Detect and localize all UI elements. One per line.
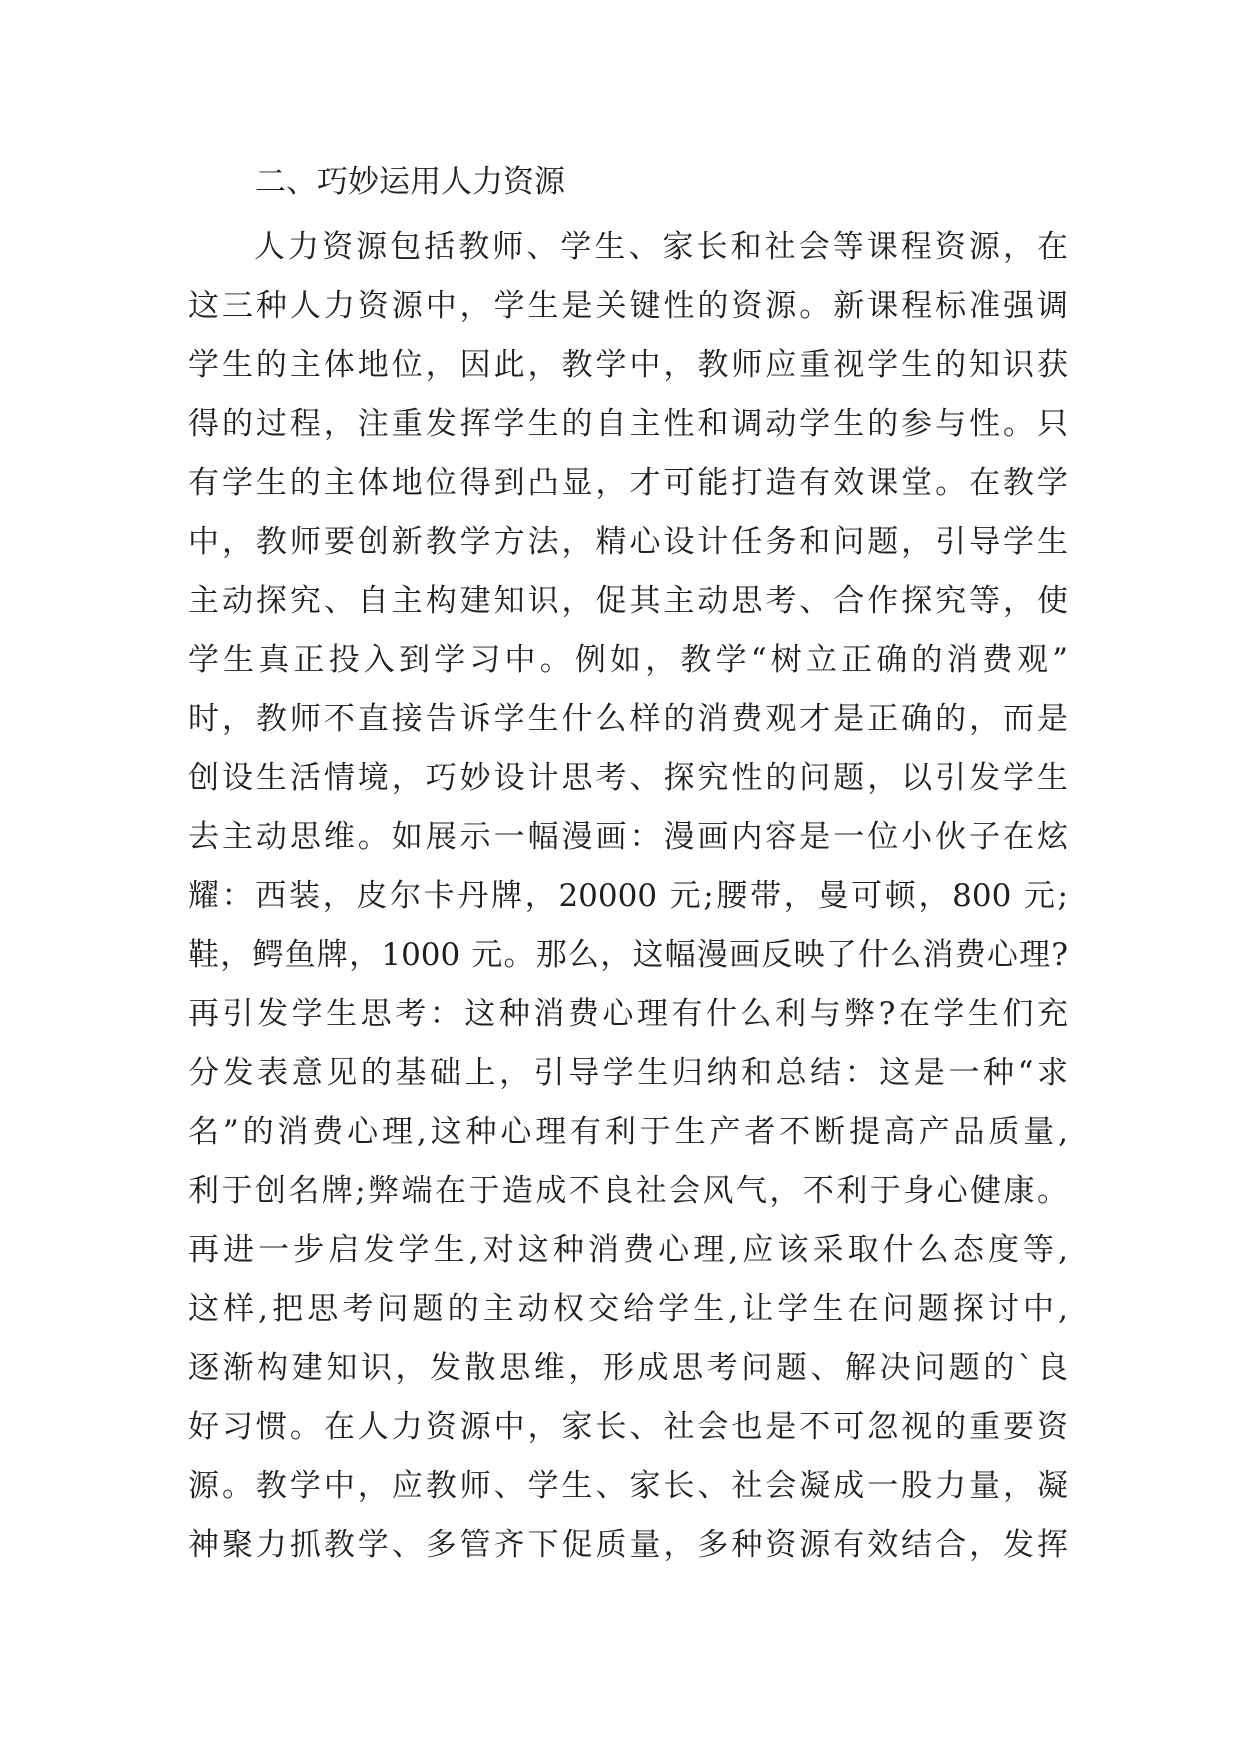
text-line: 鞋，鳄鱼牌，1000 元。那么，这幅漫画反映了什么消费心理? [188, 937, 1068, 973]
text-line: 这样,把思考问题的主动权交给学生,让学生在问题探讨中, [188, 1291, 1068, 1327]
text-line: 耀：西装，皮尔卡丹牌，20000 元;腰带，曼可顿，800 元; [188, 878, 1068, 914]
text-line: 这三种人力资源中，学生是关键性的资源。新课程标准强调 [188, 288, 1068, 324]
text-line: 中，教师要创新教学方法，精心设计任务和问题，引导学生 [188, 524, 1068, 560]
body-paragraph [188, 218, 1068, 1575]
text-line: 利于创名牌;弊端在于造成不良社会风气，不利于身心健康。 [188, 1173, 1068, 1209]
text-line: 分发表意见的基础上，引导学生归纳和总结：这是一种“求 [188, 1055, 1068, 1091]
text-line: 有学生的主体地位得到凸显，才可能打造有效课堂。在教学 [188, 465, 1068, 501]
text-line: 人力资源包括教师、学生、家长和社会等课程资源，在 [254, 229, 1068, 265]
section-heading: 二、巧妙运用人力资源 [255, 164, 565, 200]
text-line: 学生的主体地位，因此，教学中，教师应重视学生的知识获 [188, 347, 1068, 383]
text-line: 再引发学生思考：这种消费心理有什么利与弊?在学生们充 [188, 996, 1068, 1032]
text-line: 去主动思维。如展示一幅漫画：漫画内容是一位小伙子在炫 [188, 819, 1068, 855]
text-line: 逐渐构建知识，发散思维，形成思考问题、解决问题的`良 [188, 1350, 1068, 1386]
text-line: 神聚力抓教学、多管齐下促质量，多种资源有效结合，发挥 [188, 1527, 1068, 1563]
text-line: 时，教师不直接告诉学生什么样的消费观才是正确的，而是 [188, 701, 1068, 737]
text-line: 主动探究、自主构建知识，促其主动思考、合作探究等，使 [188, 583, 1068, 619]
text-line: 创设生活情境，巧妙设计思考、探究性的问题，以引发学生 [188, 760, 1068, 796]
text-line: 再进一步启发学生,对这种消费心理,应该采取什么态度等, [188, 1232, 1068, 1268]
text-line: 源。教学中，应教师、学生、家长、社会凝成一股力量，凝 [188, 1468, 1068, 1504]
text-line: 得的过程，注重发挥学生的自主性和调动学生的参与性。只 [188, 406, 1068, 442]
text-line: 名”的消费心理,这种心理有利于生产者不断提高产品质量, [188, 1114, 1068, 1150]
text-line: 好习惯。在人力资源中，家长、社会也是不可忽视的重要资 [188, 1409, 1068, 1445]
text-line: 学生真正投入到学习中。例如，教学“树立正确的消费观” [188, 642, 1068, 678]
